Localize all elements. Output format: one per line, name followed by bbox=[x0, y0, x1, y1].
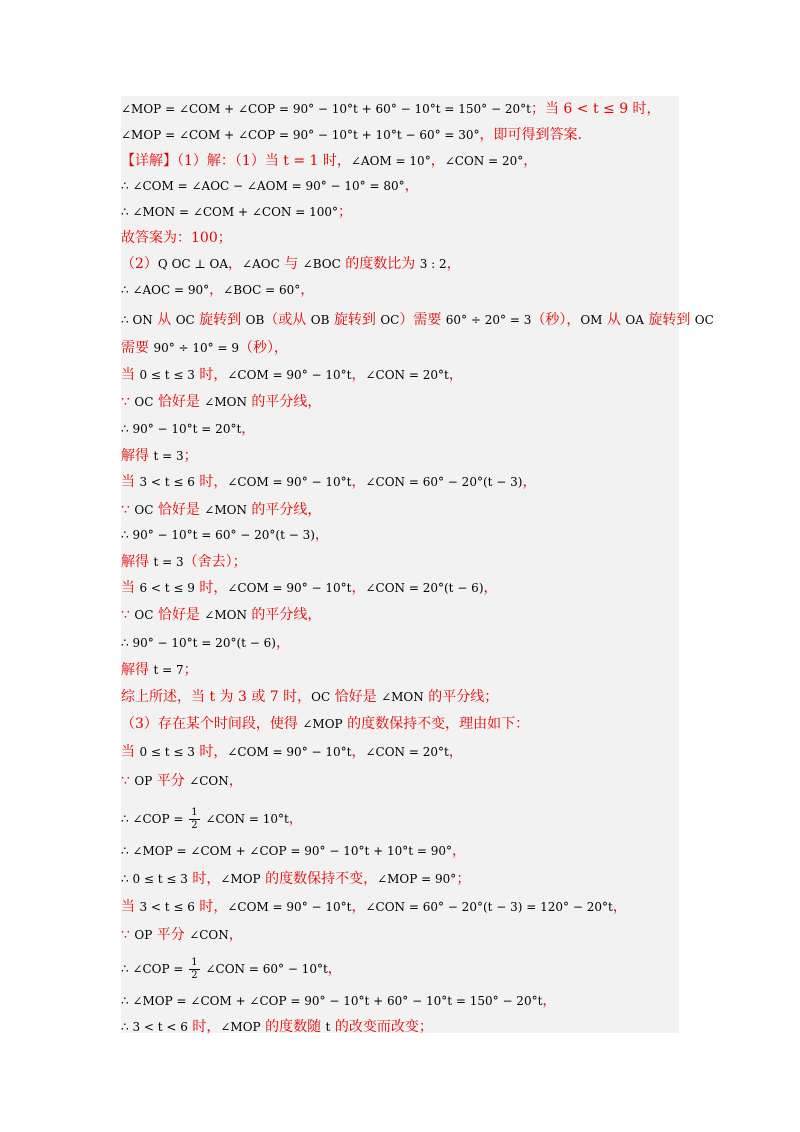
red-text: ； bbox=[338, 204, 353, 220]
red-text: 旋转到 bbox=[329, 312, 381, 328]
math-expression: ∠CON = 20°(t − 6) bbox=[365, 581, 484, 595]
math-expression: ∠MON bbox=[381, 690, 424, 704]
math-expression: 3 : 2 bbox=[419, 257, 447, 271]
red-text: ， bbox=[612, 899, 627, 915]
red-text: ， bbox=[483, 580, 498, 596]
math-expression: OP bbox=[134, 774, 153, 788]
math-expression: OC bbox=[311, 690, 331, 704]
math-expression: ∴ ∠COM = ∠AOC − ∠AOM = 90° − 10° = 80° bbox=[121, 179, 405, 193]
math-expression: t = 3 bbox=[153, 449, 184, 463]
red-text: ， bbox=[314, 527, 329, 543]
math-expression: ∴ ∠MOP = ∠COM + ∠COP = 90° − 10°t + 60° − 10°t = 150° − 20°t bbox=[121, 994, 543, 1008]
solution-line bbox=[121, 988, 679, 1014]
math-expression: ∠BOC bbox=[302, 257, 341, 271]
math-expression: ∠CON = 60° − 10°t bbox=[201, 962, 328, 976]
solution-line bbox=[121, 335, 679, 361]
math-expression: t = 3 bbox=[153, 555, 184, 569]
solution-line bbox=[121, 148, 679, 174]
red-text: 的改变而改变； bbox=[330, 1019, 433, 1035]
math-expression: ∠COM = 90° − 10°t bbox=[227, 368, 352, 382]
red-text: ， bbox=[404, 178, 419, 194]
red-text: （或从 bbox=[264, 312, 311, 328]
math-expression: OC bbox=[380, 313, 400, 327]
solution-line bbox=[121, 307, 714, 333]
fraction bbox=[189, 807, 199, 832]
solution-line bbox=[121, 173, 679, 199]
red-text: 的度数保持不变，理由如下： bbox=[342, 716, 530, 732]
math-expression: ∠CON = 20°t bbox=[365, 368, 449, 382]
math-expression: ∠MON bbox=[204, 395, 247, 409]
math-expression: ∠COM = 90° − 10°t bbox=[227, 581, 352, 595]
math-expression: ∴ ∠MON = ∠COM + ∠CON = 100° bbox=[121, 205, 339, 219]
red-text: ， bbox=[351, 367, 366, 383]
red-text: （3）存在某个时间段，使得 bbox=[121, 716, 303, 732]
red-text: ， bbox=[351, 580, 366, 596]
red-text: 时， bbox=[194, 580, 228, 596]
red-text: ； bbox=[456, 871, 471, 887]
math-expression: Q OC ⊥ OA bbox=[157, 257, 229, 271]
math-expression: ∴ ON bbox=[121, 313, 153, 327]
solution-line bbox=[121, 469, 679, 495]
solution-line bbox=[121, 630, 679, 656]
math-expression: OC bbox=[694, 313, 714, 327]
math-expression: OB bbox=[310, 313, 330, 327]
math-expression: ∠AOM = 10° bbox=[350, 154, 431, 168]
red-text: 当 bbox=[121, 367, 140, 383]
math-expression: ∠CON bbox=[189, 928, 229, 942]
solution-line bbox=[121, 443, 679, 469]
red-text: 的平分线； bbox=[423, 689, 499, 705]
red-text: 从 bbox=[602, 312, 626, 328]
red-text: ， bbox=[209, 282, 224, 298]
red-text: ；当 6 < t ≤ 9 时， bbox=[530, 101, 661, 117]
red-text: （秒）， bbox=[531, 312, 581, 328]
solution-line bbox=[121, 711, 679, 737]
fraction-denominator: 2 bbox=[191, 970, 198, 981]
red-text: ， bbox=[288, 811, 303, 827]
math-expression: ∠BOC = 60° bbox=[223, 283, 301, 297]
math-expression: ∠CON = 20°t bbox=[365, 745, 449, 759]
red-text: 的度数比为 bbox=[340, 256, 420, 272]
red-text: 解得 bbox=[121, 448, 154, 464]
math-expression: ∠MOP = ∠COM + ∠COP = 90° − 10°t + 10°t − 60° = 30° bbox=[121, 128, 480, 142]
red-text: 恰好是 bbox=[153, 394, 205, 410]
red-text: ， bbox=[351, 744, 366, 760]
solution-line bbox=[121, 956, 679, 982]
red-text: 综上所述，当 t 为 3 或 7 时， bbox=[121, 689, 312, 705]
solution-line bbox=[121, 389, 679, 415]
red-text: 恰好是 bbox=[153, 607, 205, 623]
red-text: ）需要 bbox=[399, 312, 446, 328]
math-expression: OC bbox=[134, 608, 154, 622]
math-expression: ∠MOP = 90° bbox=[377, 872, 457, 886]
red-text: （2） bbox=[121, 256, 158, 272]
red-text: ∵ bbox=[121, 927, 135, 943]
math-expression: ∠MON bbox=[204, 503, 247, 517]
math-expression: OC bbox=[134, 503, 154, 517]
red-text: ∵ bbox=[121, 773, 135, 789]
math-expression: ∠COM = 90° − 10°t bbox=[227, 745, 352, 759]
math-expression: 60° ÷ 20° = 3 bbox=[445, 313, 532, 327]
solution-line bbox=[121, 1014, 679, 1040]
solution-line bbox=[121, 922, 679, 948]
red-text: ， bbox=[228, 773, 243, 789]
red-text: ∵ bbox=[121, 607, 135, 623]
math-expression: ∠CON = 60° − 20°(t − 3) bbox=[365, 475, 523, 489]
solution-line bbox=[121, 225, 679, 251]
math-expression: ∠COM = 90° − 10°t bbox=[227, 900, 352, 914]
math-expression: ∠COM = 90° − 10°t bbox=[227, 475, 352, 489]
solution-line bbox=[121, 199, 679, 225]
red-text: 的平分线， bbox=[246, 502, 322, 518]
red-text: 【详解】（1）解：（1）当 t = 1 时， bbox=[121, 153, 351, 169]
solution-line bbox=[121, 657, 679, 683]
red-text: 时， bbox=[194, 744, 228, 760]
red-text: 旋转到 bbox=[643, 312, 695, 328]
red-text: ， bbox=[228, 927, 243, 943]
math-expression: ∴ 90° − 10°t = 60° − 20°(t − 3) bbox=[121, 528, 315, 542]
red-text: 平分 bbox=[152, 927, 190, 943]
red-text: ， bbox=[275, 635, 290, 651]
math-expression: 90° ÷ 10° = 9 bbox=[153, 341, 239, 355]
solution-line bbox=[121, 122, 679, 148]
red-text: 时， bbox=[187, 871, 221, 887]
math-expression: ∠CON = 20° bbox=[444, 154, 524, 168]
red-text: ， bbox=[351, 474, 366, 490]
math-expression: 0 ≤ t ≤ 3 bbox=[139, 745, 195, 759]
red-text: ， bbox=[452, 843, 467, 859]
red-text: ∵ bbox=[121, 502, 135, 518]
red-text: 故答案为：100； bbox=[121, 230, 232, 246]
math-expression: ∠CON bbox=[189, 774, 229, 788]
math-expression: 0 ≤ t ≤ 3 bbox=[139, 368, 195, 382]
red-text: 时， bbox=[187, 1019, 221, 1035]
red-text: 解得 bbox=[121, 554, 154, 570]
red-text: 解得 bbox=[121, 662, 154, 678]
solution-line bbox=[121, 806, 679, 832]
math-expression: OB bbox=[245, 313, 265, 327]
solution-line bbox=[121, 894, 679, 920]
solution-line bbox=[121, 416, 679, 442]
red-text: 当 bbox=[121, 580, 140, 596]
red-text: 时， bbox=[194, 899, 228, 915]
fraction-denominator: 2 bbox=[191, 820, 198, 831]
solution-line bbox=[121, 602, 679, 628]
red-text: ， bbox=[542, 993, 557, 1009]
solution-line bbox=[121, 866, 679, 892]
red-text: ， bbox=[522, 474, 537, 490]
red-text: ， bbox=[241, 421, 256, 437]
math-expression: 3 < t ≤ 6 bbox=[139, 475, 195, 489]
red-text: 平分 bbox=[152, 773, 190, 789]
red-text: 恰好是 bbox=[330, 689, 382, 705]
red-text: ， bbox=[430, 153, 445, 169]
solution-line bbox=[121, 96, 679, 122]
red-text: ； bbox=[183, 448, 198, 464]
red-text: （秒）， bbox=[239, 340, 288, 356]
math-expression: OA bbox=[625, 313, 644, 327]
math-expression: ∴ ∠COP = bbox=[121, 812, 188, 826]
math-expression: ∠MOP bbox=[302, 717, 343, 731]
solution-line bbox=[121, 768, 679, 794]
red-text: 的平分线， bbox=[246, 394, 322, 410]
red-text: ； bbox=[183, 662, 198, 678]
red-text: 从 bbox=[152, 312, 176, 328]
math-expression: ∴ 90° − 10°t = 20°t bbox=[121, 422, 242, 436]
solution-line bbox=[121, 549, 679, 575]
fraction bbox=[189, 957, 199, 982]
math-expression: t = 7 bbox=[153, 663, 184, 677]
solution-line bbox=[121, 277, 679, 303]
math-expression: ∠CON = 60° − 20°(t − 3) = 120° − 20°t bbox=[365, 900, 613, 914]
solution-line bbox=[121, 575, 679, 601]
red-text: 恰好是 bbox=[153, 502, 205, 518]
red-text: ， bbox=[448, 744, 463, 760]
red-text: ，即可得到答案. bbox=[479, 127, 582, 143]
red-text: ， bbox=[448, 367, 463, 383]
math-expression: OM bbox=[580, 313, 603, 327]
math-expression: ∴ 3 < t < 6 bbox=[121, 1020, 188, 1034]
math-expression: ∴ ∠AOC = 90° bbox=[121, 283, 210, 297]
red-text: 的度数保持不变， bbox=[260, 871, 378, 887]
red-text: 旋转到 bbox=[194, 312, 246, 328]
red-text: ， bbox=[523, 153, 538, 169]
solution-line bbox=[121, 739, 679, 765]
red-text: 与 bbox=[279, 256, 303, 272]
red-text: ， bbox=[300, 282, 315, 298]
red-text: 时， bbox=[194, 474, 228, 490]
red-text: 当 bbox=[121, 474, 140, 490]
red-text: 时， bbox=[194, 367, 228, 383]
fraction-numerator: 1 bbox=[191, 957, 198, 968]
math-expression: ∴ ∠COP = bbox=[121, 962, 188, 976]
solution-line bbox=[121, 497, 679, 523]
red-text: 需要 bbox=[121, 340, 154, 356]
red-text: （舍去）； bbox=[183, 554, 247, 570]
solution-line bbox=[121, 522, 679, 548]
math-expression: OC bbox=[134, 395, 154, 409]
math-expression: ∠CON = 10°t bbox=[201, 812, 289, 826]
solution-line bbox=[121, 251, 679, 277]
solution-line bbox=[121, 838, 679, 864]
red-text: ， bbox=[446, 256, 461, 272]
red-text: 的度数随 bbox=[260, 1019, 326, 1035]
math-expression: ∠MOP bbox=[220, 1020, 261, 1034]
math-expression: ∴ 90° − 10°t = 20°(t − 6) bbox=[121, 636, 276, 650]
solution-line bbox=[121, 362, 679, 388]
math-expression: OP bbox=[134, 928, 153, 942]
math-expression: 6 < t ≤ 9 bbox=[139, 581, 195, 595]
math-expression: 3 < t ≤ 6 bbox=[139, 900, 195, 914]
red-text: 当 bbox=[121, 899, 140, 915]
math-expression: ∠MOP = ∠COM + ∠COP = 90° − 10°t + 60° − 10°t = 150° − 20°t bbox=[121, 102, 531, 116]
math-expression: ∴ ∠MOP = ∠COM + ∠COP = 90° − 10°t + 10°t = 90° bbox=[121, 844, 453, 858]
red-text: ∵ bbox=[121, 394, 135, 410]
math-expression: ∴ 0 ≤ t ≤ 3 bbox=[121, 872, 188, 886]
math-expression: t bbox=[325, 1020, 331, 1034]
red-text: ， bbox=[351, 899, 366, 915]
math-expression: OC bbox=[175, 313, 195, 327]
red-text: 的平分线， bbox=[246, 607, 322, 623]
math-expression: ∠MOP bbox=[220, 872, 261, 886]
red-text: ， bbox=[228, 256, 243, 272]
math-expression: ∠MON bbox=[204, 608, 247, 622]
red-text: ， bbox=[327, 961, 342, 977]
math-expression: ∠AOC bbox=[242, 257, 280, 271]
red-text: 当 bbox=[121, 744, 140, 760]
fraction-numerator: 1 bbox=[191, 807, 198, 818]
solution-line bbox=[121, 684, 679, 710]
